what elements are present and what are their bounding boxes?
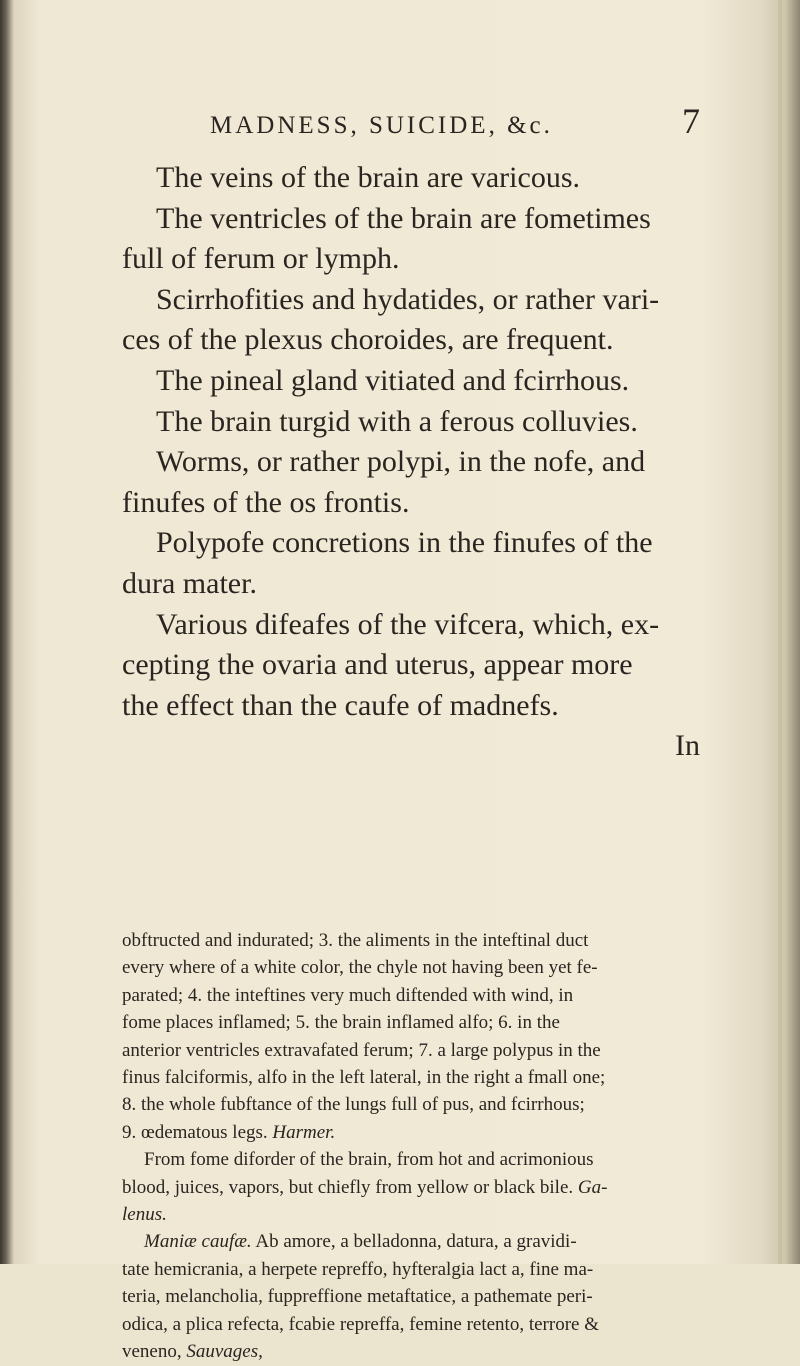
main-text xyxy=(122,158,704,767)
text-line: The brain turgid with a ferous colluvies. xyxy=(156,404,638,438)
text-line: finufes of the os frontis. xyxy=(122,485,410,519)
text-line: full of ferum or lymph. xyxy=(122,242,400,276)
footnote-author: lenus. xyxy=(122,1204,167,1226)
footnote-line: every where of a white color, the chyle not having been yet fe- xyxy=(122,957,598,979)
text-line: ces of the plexus choroides, are frequent. xyxy=(122,323,614,357)
footnote-line xyxy=(122,1119,704,1146)
footnote-text: 9. œdematous legs. xyxy=(122,1121,268,1143)
footnote-line: finus falciformis, alfo in the left lateral, in the right a fmall one; xyxy=(122,1067,606,1089)
footnote-author: Sauvages, xyxy=(186,1341,263,1363)
footnote-author: Ga- xyxy=(577,1176,608,1198)
footnote-line: teria, melancholia, fuppreffione metaftatice, a pathemate peri- xyxy=(122,1286,593,1308)
footnote-author: Harmer. xyxy=(272,1121,336,1143)
footnote-line xyxy=(122,1174,704,1201)
text-line: The ventricles of the brain are fometimes xyxy=(156,201,651,235)
catchword: In xyxy=(675,729,700,763)
text-line: dura mater. xyxy=(122,566,257,600)
footnote-line: odica, a plica refecta, fcabie repreffa, femine retento, terrore & xyxy=(122,1313,599,1335)
page-number: 7 xyxy=(682,101,700,141)
text-line: Worms, or rather polypi, in the nofe, and xyxy=(156,445,646,479)
footnote-text: veneno, xyxy=(122,1341,182,1363)
text-line: The pineal gland vitiated and fcirrhous. xyxy=(156,363,630,397)
text-line: Various difeafes of the vifcera, which, ex- xyxy=(156,607,660,641)
page-edge-shadow xyxy=(778,0,782,1264)
footnote-line xyxy=(122,1228,704,1255)
footnote-line: From fome diforder of the brain, from hot and acrimonious xyxy=(144,1149,594,1171)
running-title: MADNESS, SUICIDE, &c. xyxy=(210,112,553,139)
footnote-text: Ab amore, a belladonna, datura, a gravidi- xyxy=(255,1231,577,1253)
text-line: Polypofe concretions in the finufes of the xyxy=(156,526,653,560)
footnote-lead: Maniæ caufæ. xyxy=(144,1231,252,1253)
footnote-line: obftructed and indurated; 3. the aliments in the inteftinal duct xyxy=(122,930,589,951)
footnotes xyxy=(122,927,704,1366)
footnote-line: anterior ventricles extravafated ferum; 7. a large polypus in the xyxy=(122,1039,601,1061)
footnote-line: fome places inflamed; 5. the brain inflamed alfo; 6. in the xyxy=(122,1012,560,1034)
footnote-line: 8. the whole fubftance of the lungs full of pus, and fcirrhous; xyxy=(122,1094,585,1116)
footnote-line: tate hemicrania, a herpete repreffo, hyfteralgia lact a, fine ma- xyxy=(122,1258,594,1280)
text-line: the effect than the caufe of madnefs. xyxy=(122,688,559,722)
text-line: Scirrhofities and hydatides, or rather vari- xyxy=(156,282,660,316)
text-line: cepting the ovaria and uterus, appear more xyxy=(122,648,633,682)
footnote-line: parated; 4. the inteftines very much diftended with wind, in xyxy=(122,984,574,1006)
footnote-text: blood, juices, vapors, but chiefly from yellow or black bile. xyxy=(122,1176,574,1198)
footnote-line xyxy=(122,1338,704,1365)
running-header xyxy=(210,100,700,142)
text-line: The veins of the brain are varicous. xyxy=(156,161,580,194)
